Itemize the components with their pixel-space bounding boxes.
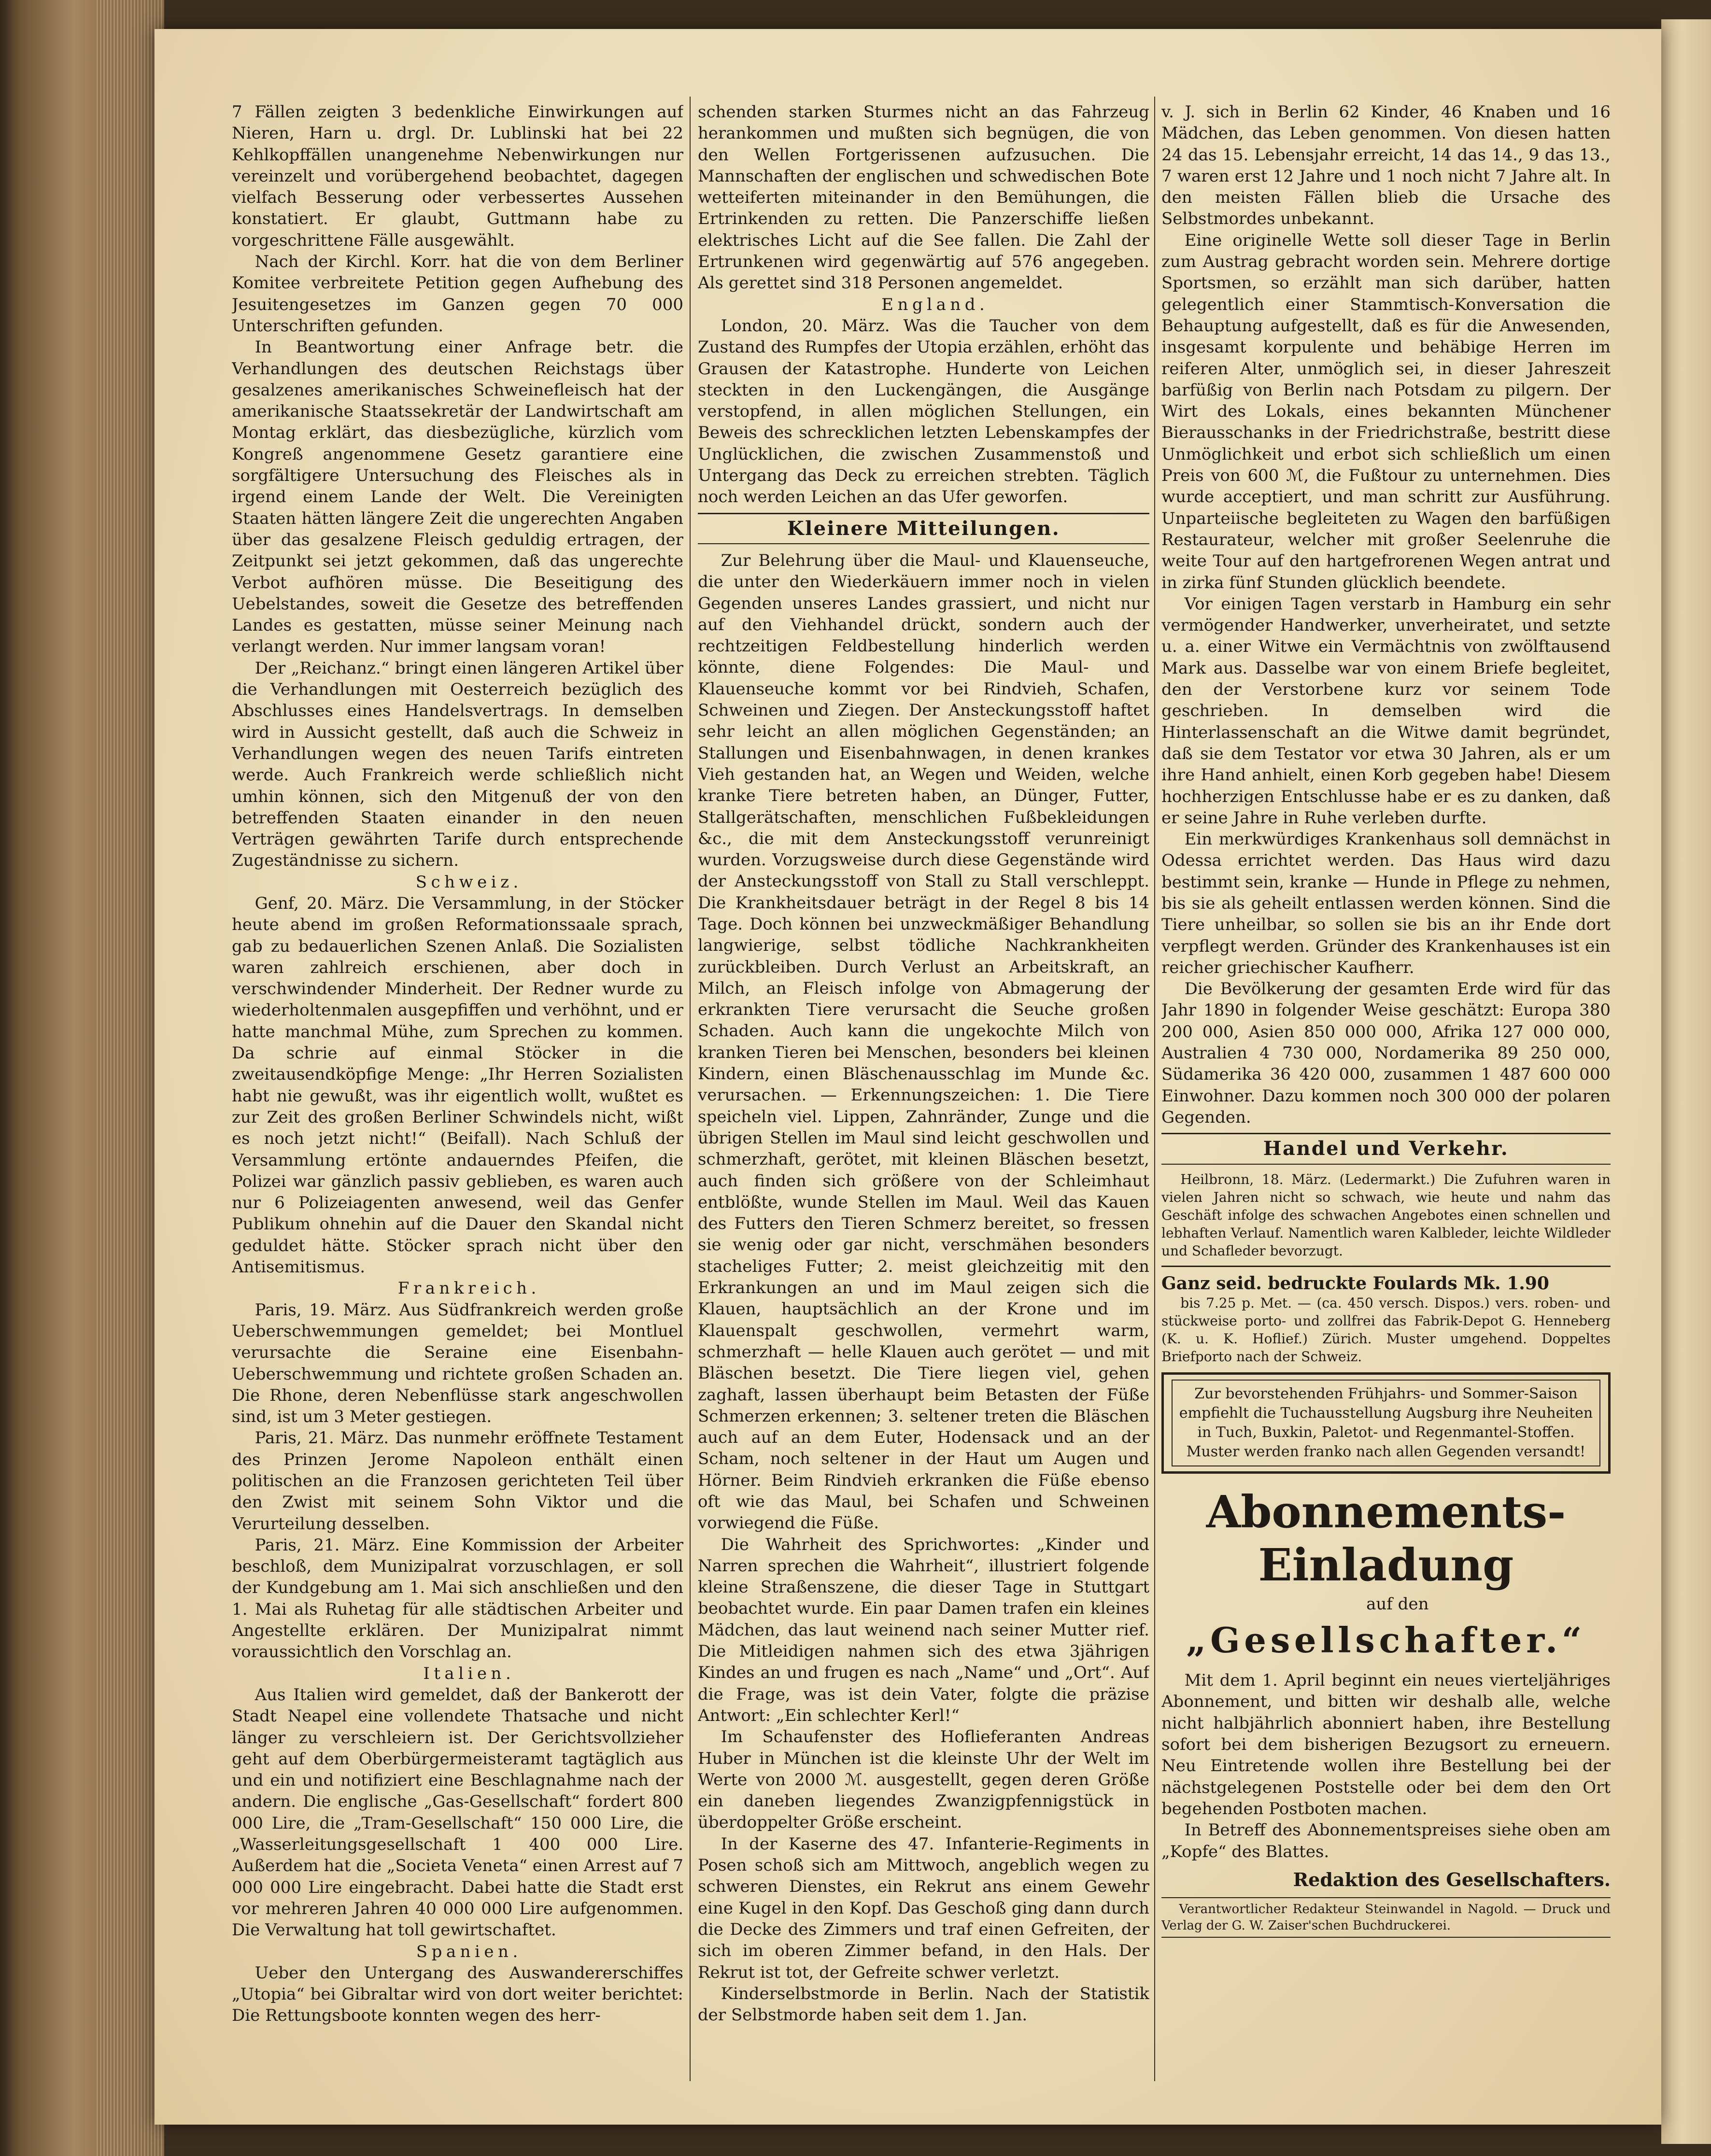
article-paragraph: Ueber den Untergang des Auswandererschiffes „Utopia“ bei Gibraltar wird von dort weiter berichtet: Die Rettungsboote konnten wegen des herr- xyxy=(232,1963,683,2026)
article-paragraph: 7 Fällen zeigten 3 bedenkliche Einwirkungen auf Nieren, Harn u. drgl. Dr. Lublinski hat bei 22 Kehlkopffällen unangenehme Nebenwirkungen nur vereinzelt und vorübergehend beobachtet, dagegen vielfach Besserung oder verbessertes Aussehen konstatiert. Er glaubt, Guttmann habe zu vorgeschrittene Fälle ausgewählt. xyxy=(232,102,683,250)
article-paragraph: Zur Belehrung über die Maul- und Klauenseuche, die unter den Wiederkäuern immer noch in vielen Gegenden unseres Landes grassiert, und nicht nur auf den Viehhandel drückt, sondern auch der rechtzeitigen Feldbestellung hinderlich werden könnte, diene Folgendes: Die Maul- und Klauenseuche kommt vor bei Rindvieh, Schafen, Schweinen und Ziegen. Der Ansteckungsstoff haftet sehr leicht an allen möglichen Gegenständen; an Stallungen und Eisenbahnwagen, in denen krankes Vieh gestanden hat, an Wegen und Weiden, welche kranke Tiere betreten haben, an Dünger, Futter, Stallgerätschaften, menschlichen Fußbekleidungen &c., die mit dem Ansteckungsstoff verunreinigt wurden. Vorzugsweise durch diese Gegenstände wird der Ansteckungsstoff von Stall zu Stall verschleppt. Die Krankheitsdauer beträgt in der Regel 8 bis 14 Tage. Doch können bei unzweckmäßiger Behandlung langwierige, selbst tödliche Nachkrankheiten zurückbleiben. Durch Verlust an Arbeitskraft, an Milch, an Fleisch infolge von Abmagerung der erkrankten Tiere verursacht die Seuche großen Schaden. Auch kann die ungekochte Milch von kranken Tieren bei Menschen, besonders bei kleinen Kindern, einen Bläschenausschlag im Munde &c. verursachen. — Erkennungszeichen: 1. Die Tiere speicheln viel. Lippen, Zahnränder, Zunge und die übrigen Stellen im Maul sind leicht geschwollen und schmerzhaft, gerötet, mit kleinen Bläschen besetzt, auch finden sich größere von der Schleimhaut entblößte, wunde Stellen im Maul. Weil das Kauen des Futters den Tieren Schmerz bereitet, so fressen sie wenig oder gar nicht, verschmähen besonders stacheliges Futter; 2. meist gleichzeitig mit den Erkrankungen an und im Maul zeigen sich die Klauen, hauptsächlich an der Krone und im Klauenspalt geschwollen, vermehrt warm, schmerzhaft — helle Klauen auch gerötet — und mit Bläschen besetzt. Die Tiere liegen viel, gehen zaghaft, lassen überhaupt beim Betasten der Füße Schmerzen erkennen; 3. seltener treten die Bläschen auch auf an dem Euter, Hodensack und an der Scham, noch seltener in der Haut um Augen und Hörner. Beim Rindvieh erkranken die Füße ebenso oft wie das Maul, bei Schafen und Schweinen vorwiegend die Füße. xyxy=(698,550,1149,1533)
advertisement-box xyxy=(1161,1372,1611,1474)
article-paragraph: Die Bevölkerung der gesamten Erde wird für das Jahr 1890 in folgender Weise geschätzt: Europa 380 200 000, Asien 850 000 000, Afrika 127 000 000, Australien 4 730 000, Nordamerika 89 250 000, Südamerika 36 420 000, zusammen 1 487 600 000 Einwohner. Dazu kommen noch 300 000 der polaren Gegenden. xyxy=(1161,979,1611,1127)
ad-text: bis 7.25 p. Met. — (ca. 450 versch. Dispos.) vers. roben- und stückweise porto- und zollfrei das Fabrik-Depot G. Henneberg (K. u. K. Hoflief.) Zürich. Muster umgehend. Doppeltes Briefporto nach der Schweiz. xyxy=(1161,1295,1611,1365)
article-paragraph: schenden starken Sturmes nicht an das Fahrzeug herankommen und mußten sich begnügen, die von den Wellen Fortgerissenen aufzusuchen. Die Mannschaften der englischen und schwedischen Bote wetteiferten miteinander in den Bemühungen, die Ertrinkenden zu retten. Die Panzerschiffe ließen elektrisches Licht auf die See fallen. Die Zahl der Ertrunkenen wird gegenwärtig auf 576 angegeben. Als gerettet sind 318 Personen angemeldet. xyxy=(698,102,1149,293)
article-paragraph: In Beantwortung einer Anfrage betr. die Verhandlungen des deutschen Reichstags über gesalzenes amerikanisches Schweinefleisch hat der amerikanische Staatssekretär der Landwirtschaft am Montag erklärt, das diesbezügliche, kürzlich vom Kongreß angenommene Gesetz garantiere eine sorgfältigere Untersuchung des Fleisches als in irgend einem Lande der Welt. Die Vereinigten Staaten hätten längere Zeit die ungerechten Angaben über das gesalzene Fleisch geduldig ertragen, der Zeitpunkt sei jetzt gekommen, daß das ungerechte Verbot aufhören müsse. Die Beseitigung des Uebelstandes, soweit die Gesetze des betreffenden Landes es gestatten, müsse seiner Meinung nach verlangt werden. Nur immer langsam voran! xyxy=(232,338,683,657)
article-paragraph: London, 20. März. Was die Taucher von dem Zustand des Rumpfes der Utopia erzählen, erhöht das Grausen der Katastrophe. Hunderte von Leichen steckten in den Luckengängen, die Ausgänge verstopfend, in allen möglichen Stellungen, ein Beweis des schrecklichen letzten Lebenskampfes der Unglücklichen, die zwischen Zusammenstoß und Untergang das Deck zu erreichen strebten. Täglich noch werden Leichen an das Ufer geworfen. xyxy=(698,316,1149,507)
market-report: Heilbronn, 18. März. (Ledermarkt.) Die Zufuhren waren in vielen Jahren nicht so schwach, wie heute und nahm das Geschäft infolge des schwachen Angebotes einen schnellen und lebhaften Verlauf. Namentlich waren Kalbleder, leichte Wildleder und Schafleder bevorzugt. xyxy=(1161,1171,1611,1259)
article-paragraph: Ein merkwürdiges Krankenhaus soll demnächst in Odessa errichtet werden. Das Haus wird dazu bestimmt sein, kranke — Hunde in Pflege zu nehmen, bis sie als geheilt entlassen werden können. Sind die Tiere unheilbar, so sollen sie bis an ihr Ende dort verpflegt werden. Gründer des Krankenhauses ist ein reicher griechischer Kaufherr. xyxy=(1161,830,1611,977)
article-paragraph: Die Wahrheit des Sprichwortes: „Kinder und Narren sprechen die Wahrheit“, illustriert folgende kleine Straßenszene, die dieser Tage in Stuttgart beobachtet wurde. Ein paar Damen trafen ein kleines Mädchen, das laut weinend nach seiner Mutter rief. Die Mitleidigen nahmen sich des etwa 3jährigen Kindes an und frugen es nach „Name“ und „Ort“. Auf die Frage, was ist dein Vater, folgte die präzise Antwort: „Ein schlechter Kerl!“ xyxy=(698,1535,1149,1725)
article-paragraph: Im Schaufenster des Hoflieferanten Andreas Huber in München ist die kleinste Uhr der Welt im Werte von 2000 ℳ. ausgestellt, gegen deren Größe ein daneben liegendes Zwanzigpfennigstück in überdoppelter Größe erscheint. xyxy=(698,1727,1149,1832)
column-1 xyxy=(232,101,683,2081)
country-heading: Schweiz. xyxy=(415,872,523,892)
article-paragraph: Kinderselbstmorde in Berlin. Nach der Statistik der Selbstmorde haben seit dem 1. Jan. xyxy=(698,1984,1149,2025)
article-paragraph: Vor einigen Tagen verstarb in Hamburg ein sehr vermögender Handwerker, unverheiratet, und setzte u. a. einer Witwe ein Vermächtnis von zwölftausend Mark aus. Dasselbe war von einem Briefe begleitet, den der Verstorbene kurz vor seinem Tode geschrieben. In demselben wird die Hinterlassenschaft an die Witwe damit begründet, daß sie dem Testator vor etwa 30 Jahren, als er um ihre Hand anhielt, einen Korb gegeben habe! Diesem hochherzigen Entschlusse habe er es zu danken, daß er seine Jahre in Ruhe verleben durfte. xyxy=(1161,594,1611,828)
imprint: Verantwortlicher Redakteur Steinwandel in Nagold. — Druck und Verlag der G. W. Zaiser'schen Buchdruckerei. xyxy=(1161,1897,1611,1938)
subscription-text: Mit dem 1. April beginnt ein neues vierteljähriges Abonnement, und bitten wir deshalb alle, welche nicht halbjährlich abonniert haben, ihre Bestellung sofort bei dem bisherigen Bezugsort zu erneuern. Neu Eintretende wollen ihre Bestellung bei der nächstgelegenen Poststelle oder bei dem den Ort begehenden Postboten machen. xyxy=(1161,1671,1611,1818)
article-paragraph: v. J. sich in Berlin 62 Kinder, 46 Knaben und 16 Mädchen, das Leben genommen. Von diesen hatten 24 das 15. Lebensjahr erreicht, 14 das 14., 9 das 13., 7 waren erst 12 Jahre und 1 noch nicht 7 Jahre alt. In den meisten Fällen blieb die Ursache des Selbstmordes unbekannt. xyxy=(1161,102,1611,229)
section-title: Kleinere Mitteilungen. xyxy=(698,513,1149,544)
country-heading: England. xyxy=(881,295,989,314)
article-paragraph: Aus Italien wird gemeldet, daß der Bankerott der Stadt Neapel eine vollendete Thatsache und nicht länger zu verschleiern ist. Der Gerichtsvollzieher geht auf dem Oberbürgermeisteramt tagtäglich aus und ein und notifiziert eine Beschlagnahme nach der andern. Die englische „Gas-Gesellschaft“ fordert 800 000 Lire, die „Tram-Gesellschaft“ 150 000 Lire, die „Wasserleitungsgesellschaft 1 400 000 Lire. Außerdem hat die „Societa Veneta“ einen Arrest auf 7 000 000 Lire eingebracht. Dabei hatte die Stadt erst vor mehreren Jahren 40 000 000 Lire aufgenommen. Die Verwaltung hat toll gewirtschaftet. xyxy=(232,1685,683,1940)
article-paragraph: Paris, 21. März. Das nunmehr eröffnete Testament des Prinzen Jerome Napoleon enthält einen politischen an die Franzosen gerichteten Teil über den Zwist mit seinem Sohn Viktor und die Verurteilung desselben. xyxy=(232,1428,683,1534)
column-rule xyxy=(690,97,691,2081)
column-rule xyxy=(1154,97,1155,2081)
column-3 xyxy=(1161,101,1611,2081)
ad-headline: Ganz seid. bedruckte Foulards Mk. 1.90 xyxy=(1161,1273,1549,1294)
article-paragraph: In der Kaserne des 47. Infanterie-Regiments in Posen schoß sich am Mittwoch, angeblich wegen zu schweren Dienstes, ein Rekrut ans einem Gewehr eine Kugel in den Kopf. Das Geschoß ging dann durch die Decke des Zimmers und traf einen Gefreiten, der sich im oberen Zimmer befand, in den Hals. Der Rekrut ist tot, der Gefreite schwer verletzt. xyxy=(698,1834,1149,1982)
section-title: Handel und Verkehr. xyxy=(1161,1133,1611,1164)
country-heading: Frankreich. xyxy=(397,1279,540,1298)
subscription-connector: auf den xyxy=(1366,1594,1429,1614)
subscription-title: Abonnements-Einladung xyxy=(1206,1485,1566,1591)
article-paragraph: Paris, 19. März. Aus Südfrankreich werden große Ueberschwemmungen gemeldet; bei Montluel verursachte die Seraine eine Eisenbahn-Ueberschwemmung und richtete großen Schaden an. Die Rhone, deren Nebenflüsse stark angeschwollen sind, ist um 3 Meter gestiegen. xyxy=(232,1300,683,1427)
country-heading: Italien. xyxy=(423,1663,515,1683)
separator-rule xyxy=(1161,1266,1611,1267)
facing-page-edge xyxy=(1661,19,1711,2144)
article-paragraph: Paris, 21. März. Eine Kommission der Arbeiter beschloß, dem Munizipalrat vorzuschlagen, er soll der Kundgebung am 1. Mai sich anschließen und den 1. Mai als Ruhetag für alle städtischen Arbeiter und Angestellte erklären. Der Munizipalrat nimmt voraussichtlich den Vorschlag an. xyxy=(232,1535,683,1662)
column-2 xyxy=(698,101,1149,2081)
country-heading: Spanien. xyxy=(416,1942,522,1961)
newspaper-name: „Gesellschafter.“ xyxy=(1186,1620,1586,1661)
subscription-text: In Betreff des Abonnementspreises siehe oben am „Kopfe“ des Blattes. xyxy=(1161,1820,1611,1861)
article-paragraph: Nach der Kirchl. Korr. hat die von dem Berliner Komitee verbreitete Petition gegen Aufhebung des Jesuitengesetzes im Ganzen gegen 70 000 Unterschriften gefunden. xyxy=(232,252,683,336)
article-paragraph: Genf, 20. März. Die Versammlung, in der Stöcker heute abend im großen Reformationssaale sprach, gab zu bedauerlichen Szenen Anlaß. Die Sozialisten waren zahlreich erschienen, aber doch in verschwindender Minderheit. Der Redner wurde zu wiederholtenmalen ausgepfiffen und verhöhnt, und er hatte manchmal Mühe, zum Sprechen zu kommen. Da schrie auf einmal Stöcker in die zweitausendköpfige Menge: „Ihr Herren Sozialisten habt nie gewußt, was ihr eigentlich wollt, wußtet es zur Zeit des großen Berliner Schwindels nicht, wißt es noch jetzt nicht!“ (Beifall). Nach Schluß der Versammlung ertönte andauerndes Pfeifen, die Polizei war gänzlich passiv geblieben, es waren auch nur 6 Polizeiagenten anwesend, weil das Genfer Publikum ohnehin auf die Dauer den Skandal nicht geduldet hätte. Stöcker sprach nicht über den Antisemitismus. xyxy=(232,893,683,1277)
ad-text: Zur bevorstehenden Frühjahrs- und Sommer-Saison empfiehlt die Tuchausstellung Augsburg ihre Neuheiten in Tuch, Buxkin, Paletot- und Regenmantel-Stoffen. Muster werden franko nach allen Gegenden versandt! xyxy=(1172,1380,1600,1466)
book-binding xyxy=(0,0,164,2156)
newspaper-page xyxy=(155,29,1661,2125)
article-paragraph: Der „Reichanz.“ bringt einen längeren Artikel über die Verhandlungen mit Oesterreich bezüglich des Abschlusses eines Handelsvertrags. In demselben wird in Aussicht gestellt, daß auch die Schweiz in Verhandlungen wegen des neuen Tarifs eintreten werde. Auch Frankreich werde schließlich nicht umhin können, sich den Mitgenuß der von den betreffenden Staaten einander in den neuen Verträgen gewährten Tarife durch entsprechende Zugeständnisse zu sichern. xyxy=(232,658,683,871)
editorial-signature: Redaktion des Gesellschafters. xyxy=(1293,1868,1611,1890)
page-edges xyxy=(97,0,164,2156)
article-paragraph: Eine originelle Wette soll dieser Tage in Berlin zum Austrag gebracht worden sein. Mehrere dortige Sportsmen, so erzählt man sich darüber, hatten gelegentlich einer Stammtisch-Konversation die Behauptung aufgestellt, daß es für die Anwesenden, insgesamt korpulente und behäbige Herren im reiferen Alter, unmöglich sei, in dieser Jahreszeit barfüßig von Berlin nach Potsdam zu pilgern. Der Wirt des Lokals, eines bekannten Münchener Bierausschanks in der Friedrichstraße, bestritt diese Unmöglichkeit und erbot sich schließlich um einen Preis von 600 ℳ, die Fußtour zu unternehmen. Dies wurde acceptiert, und man schritt zur Ausführung. Unparteiische begleiteten zu Wagen den barfüßigen Restaurateur, welcher mit großer Seelenruhe die weite Tour auf den hartgefrorenen Wegen antrat und in zirka fünf Stunden glücklich beendete. xyxy=(1161,230,1611,592)
